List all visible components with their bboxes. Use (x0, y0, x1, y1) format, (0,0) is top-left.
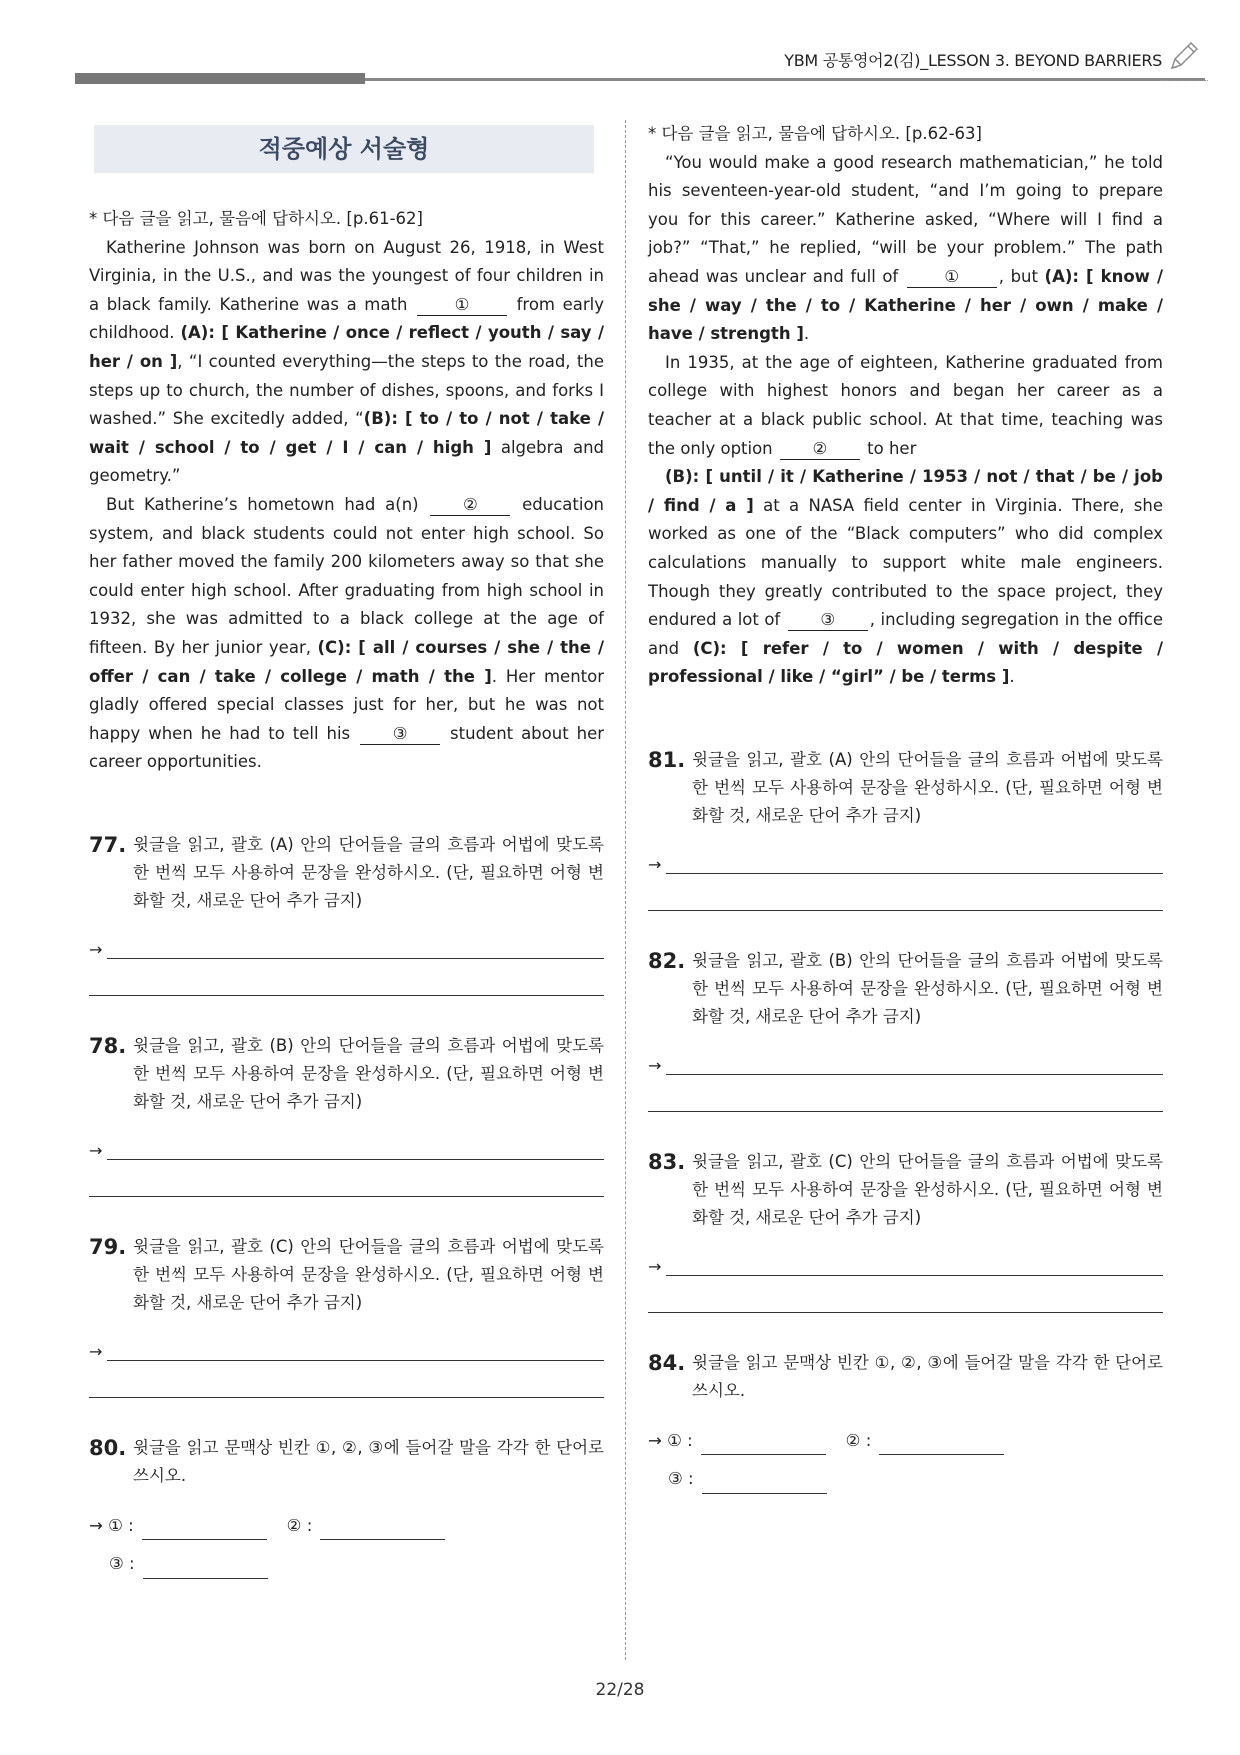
answer-line[interactable] (89, 973, 604, 996)
passage-intro: * 다음 글을 읽고, 물음에 답하시오. [p.62-63] (648, 124, 982, 143)
answer-line[interactable] (648, 888, 1163, 911)
answer-blank-3[interactable] (143, 1558, 268, 1579)
answer-blank-1[interactable] (701, 1434, 826, 1455)
passage-paragraph: “You would make a good research mathematician,” he told his seventeen-year-old student, “and I’m going to prepare you for this career.” Katherine asked, “Where will I find a job?” “That,” he replied, “will be your problem.” The path ahead was unclear and full of ① , but (A): [ know / she / way / the / to / Katherine / her / own / make / have / strength ]. (648, 152, 1163, 344)
question-79: 79. 윗글을 읽고, 괄호 (C) 안의 단어들을 글의 흐름과 어법에 맞도록 한 번씩 모두 사용하여 문장을 완성하시오. (단, 필요하면 어형 변화할 것, 새로운 단어 추가 금지) → (89, 1233, 604, 1398)
blank-2: ② (430, 495, 510, 516)
question-84: 84. 윗글을 읽고 문맥상 빈칸 ①, ②, ③에 들어갈 말을 각각 한 단어로 쓰시오. → ① : ② : ③ : (648, 1349, 1163, 1494)
passage-intro: * 다음 글을 읽고, 물음에 답하시오. [p.61-62] (89, 209, 423, 228)
question-83: 83. 윗글을 읽고, 괄호 (C) 안의 단어들을 글의 흐름과 어법에 맞도록 한 번씩 모두 사용하여 문장을 완성하시오. (단, 필요하면 어형 변화할 것, 새로운 단어 추가 금지) → (648, 1148, 1163, 1313)
answer-blank-3[interactable] (702, 1473, 827, 1494)
header-title: YBM 공통영어2(김)_LESSON 3. BEYOND BARRIERS (784, 51, 1162, 70)
bracket-b: (B): [ to / to / not / take / wait / school / to / get / I / can / high ] (89, 409, 604, 457)
answer-line[interactable] (666, 1056, 1163, 1075)
left-column (89, 120, 604, 1579)
answer-line[interactable] (89, 1375, 604, 1398)
blank-3: ③ (788, 610, 868, 631)
question-77: 77. 윗글을 읽고, 괄호 (A) 안의 단어들을 글의 흐름과 어법에 맞도록 한 번씩 모두 사용하여 문장을 완성하시오. (단, 필요하면 어형 변화할 것, 새로운 단어 추가 금지) → (89, 831, 604, 996)
passage-paragraph: But Katherine’s hometown had a(n) ② education system, and black students could not enter high school. So her father moved the family 200 kilometers away so that she could enter high school. After graduating from high school in 1932, she was admitted to a black college at the age of fifteen. By her junior year, (C): [ all / courses / she / the / offer / can / take / college / math / the ]. Her mentor gladly offered special classes just for her, but he was not happy when he had to tell his ③ student about her career opportunities. (89, 494, 605, 772)
page-number: 22/28 (595, 1680, 645, 1700)
answer-line[interactable] (107, 940, 604, 959)
column-divider (625, 120, 626, 1660)
question-78: 78. 윗글을 읽고, 괄호 (B) 안의 단어들을 글의 흐름과 어법에 맞도록 한 번씩 모두 사용하여 문장을 완성하시오. (단, 필요하면 어형 변화할 것, 새로운 단어 추가 금지) → (89, 1032, 604, 1197)
bracket-c: (C): [ all / courses / she / the / offer / can / take / college / math / the ] (89, 637, 604, 686)
bracket-c: (C): [ refer / to / women / with / despite / professional / like / “girl” / be / terms ] (648, 638, 1163, 687)
answer-line[interactable] (648, 1089, 1163, 1112)
answer-line[interactable] (107, 1141, 604, 1160)
passage-paragraph: In 1935, at the age of eighteen, Katherine graduated from college with highest honors and began her career as a teacher at a black public school. At that time, teaching was the only option ② to her (648, 352, 1163, 458)
bracket-a: (A): [ Katherine / once / reflect / youth / say / her / on ] (89, 323, 604, 371)
blank-1: ① (417, 295, 507, 316)
answer-blank-2[interactable] (320, 1519, 445, 1540)
header-rule-accent (75, 73, 365, 84)
answer-blank-1[interactable] (142, 1519, 267, 1540)
question-80: 80. 윗글을 읽고 문맥상 빈칸 ①, ②, ③에 들어갈 말을 각각 한 단어로 쓰시오. → ① : ② : ③ : (89, 1434, 604, 1579)
question-81: 81. 윗글을 읽고, 괄호 (A) 안의 단어들을 글의 흐름과 어법에 맞도록 한 번씩 모두 사용하여 문장을 완성하시오. (단, 필요하면 어형 변화할 것, 새로운 단어 추가 금지) → (648, 746, 1163, 911)
header-rule-dots (1160, 80, 1208, 81)
pencil-icon (1166, 40, 1200, 74)
answer-line[interactable] (89, 1174, 604, 1197)
answer-line[interactable] (666, 855, 1163, 874)
right-column (648, 120, 1163, 1494)
question-82: 82. 윗글을 읽고, 괄호 (B) 안의 단어들을 글의 흐름과 어법에 맞도록 한 번씩 모두 사용하여 문장을 완성하시오. (단, 필요하면 어형 변화할 것, 새로운 단어 추가 금지) → (648, 947, 1163, 1112)
blank-1: ① (907, 267, 997, 288)
answer-blank-2[interactable] (879, 1434, 1004, 1455)
blank-2: ② (780, 439, 860, 460)
blank-3: ③ (360, 724, 440, 745)
answer-line[interactable] (666, 1257, 1163, 1276)
passage-paragraph: Katherine Johnson was born on August 26, 1918, in West Virginia, in the U.S., and was the youngest of four children in a black family. Katherine was a math ① from early childhood. (A): [ Katherine / once / reflect / youth / say / her / on ], “I counted everything—the steps to the road, the steps up to church, the number of dishes, spoons, and forks I washed.” She excitedly added, “(B): [ to / to / not / take / wait / school / to / get / I / can / high ] algebra and geometry.” (89, 237, 604, 486)
bracket-b: (B): [ until / it / Katherine / 1953 / not / that / be / job / find / a ] (648, 467, 1163, 515)
answer-line[interactable] (107, 1342, 604, 1361)
bracket-a: (A): [ know / she / way / the / to / Katherine / her / own / make / have / strength ] (648, 266, 1163, 344)
section-title: 적중예상 서술형 (94, 125, 594, 173)
answer-line[interactable] (648, 1290, 1163, 1313)
passage-paragraph: (B): [ until / it / Katherine / 1953 / not / that / be / job / find / a ] at a NASA field center in Virginia. There, she worked as one of the “Black computers” who did complex calculations manually to support white male engineers. Though they greatly contributed to the space project, they endured a lot of ③ , including segregation in the office and (C): [ refer / to / women / with / despite / professional / like / “girl” / be / terms ]. (648, 467, 1164, 687)
